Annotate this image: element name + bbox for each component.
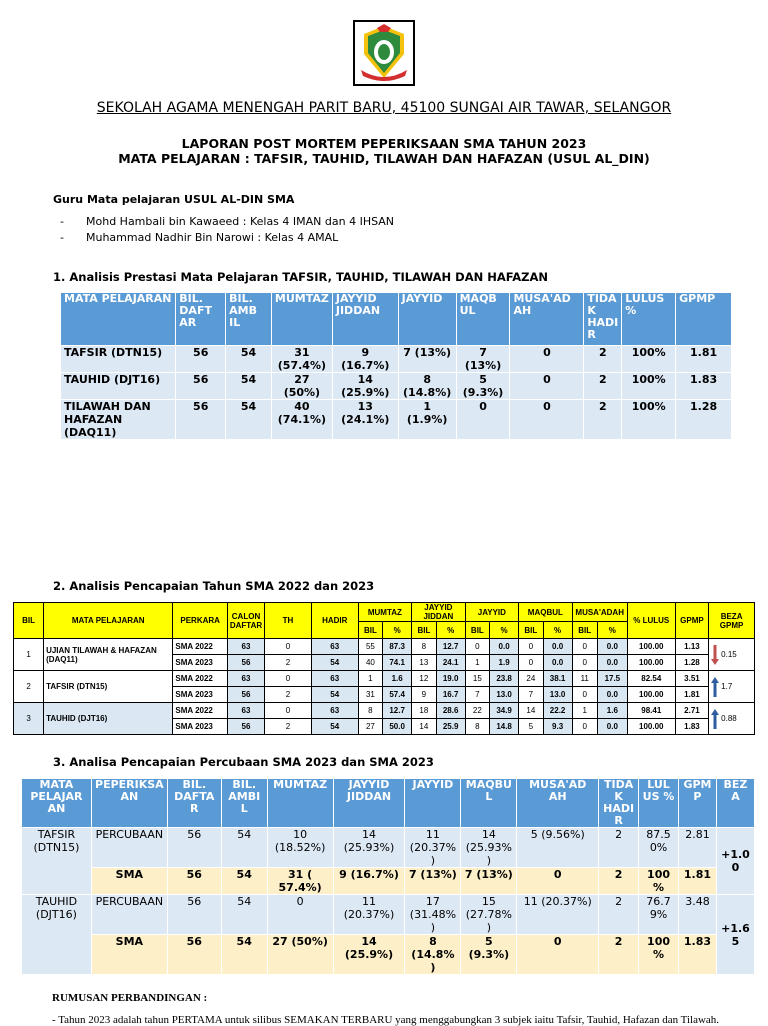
beza-value: 0.88 [721, 713, 737, 723]
table-cell: 9.3 [543, 719, 572, 735]
table-cell: 23.8 [490, 671, 519, 687]
table-cell: 74.1 [383, 655, 412, 671]
table-cell: 1 (1.9%) [398, 400, 456, 440]
table-cell: 100.00 [627, 687, 675, 703]
col-jayyid-jiddan: JAYYID JIDDAN [412, 603, 465, 622]
table-cell: 11 [572, 671, 597, 687]
table-cell: 12 [412, 671, 437, 687]
table-cell: 63 [311, 703, 358, 719]
table-cell: 0.0 [597, 687, 627, 703]
table-cell: 31 ( 57.4%) [267, 868, 333, 895]
table-cell: 1 [358, 671, 383, 687]
table-cell: 13.0 [543, 687, 572, 703]
table-cell: 54 [226, 346, 272, 373]
table-cell: 3.51 [675, 671, 708, 687]
table-cell: 15 (27.78% ) [461, 895, 517, 935]
t3-header: TIDA K HADI R [599, 779, 639, 828]
col-mata-pelajaran: MATA PELAJARAN [44, 603, 173, 639]
t1-header: MAQB UL [456, 293, 510, 346]
table-cell: 40 [358, 655, 383, 671]
rumusan-heading: RUMUSAN PERBANDINGAN : [52, 992, 208, 1004]
t3-header: MAQBU L [461, 779, 517, 828]
col-beza-gpmp: BEZA GPMP [709, 603, 755, 639]
subject-name: TAFSIR (DTN15) [44, 671, 173, 703]
table-cell: 100 % [639, 868, 679, 895]
table-cell: 5 (9.56%) [517, 828, 599, 868]
table-cell: 56 [176, 373, 226, 400]
table-cell: 2.71 [675, 703, 708, 719]
table-cell: SMA [91, 935, 167, 975]
table-cell: 56 [167, 895, 221, 935]
table-cell: 2.81 [678, 828, 716, 868]
table-row [22, 935, 755, 975]
t1-header: JAYYID [398, 293, 456, 346]
subject-name: TAUHID (DJT16) [22, 895, 92, 975]
table-cell: SMA [91, 868, 167, 895]
beza-gpmp-cell [709, 639, 755, 671]
col-lulus: % LULUS [627, 603, 675, 639]
sub-col-pct: % [543, 622, 572, 639]
guru-item: - Mohd Hambali bin Kawaeed : Kelas 4 IMAN dan 4 IHSAN [60, 215, 395, 228]
table-cell: 1.28 [676, 400, 732, 440]
table-cell: 0 [510, 346, 584, 373]
table-cell: 27 (50%) [271, 373, 332, 400]
table-cell: 2 [265, 719, 312, 735]
table-cell: 0 [572, 639, 597, 655]
t3-header: LUL US % [639, 779, 679, 828]
table-cell: 76.7 9% [639, 895, 679, 935]
t1-header: GPMP [676, 293, 732, 346]
table-cell: 54 [311, 655, 358, 671]
table-cell: 22 [465, 703, 490, 719]
table-cell: 100.00 [627, 655, 675, 671]
table-cell: 12.7 [383, 703, 412, 719]
table-cell: 7 (13%) [405, 868, 461, 895]
table-cell: TAFSIR (DTN15) [61, 346, 176, 373]
col-mumtaz: MUMTAZ [358, 603, 411, 622]
table-cell: 22.2 [543, 703, 572, 719]
table-cell: TILAWAH DAN HAFAZAN (DAQ11) [61, 400, 176, 440]
table-cell: 38.1 [543, 671, 572, 687]
table-cell: 100% [622, 373, 676, 400]
table-cell: 0 [519, 639, 544, 655]
table-cell: 56 [227, 655, 264, 671]
table-cell: 31 (57.4%) [271, 346, 332, 373]
table-cell: 5 (9.3%) [456, 373, 510, 400]
table-cell: 56 [227, 719, 264, 735]
table-cell: 2 [584, 346, 622, 373]
sub-col-bil: BIL [412, 622, 437, 639]
table-cell: 28.6 [436, 703, 465, 719]
col-jayyid: JAYYID [465, 603, 518, 622]
beza-gpmp-cell [709, 671, 755, 703]
table-cell: 55 [358, 639, 383, 655]
table-cell: 14 (25.93%) [333, 828, 405, 868]
table-cell: 0 [510, 373, 584, 400]
table-cell: 27 [358, 719, 383, 735]
beza-value: 0.15 [721, 649, 737, 659]
t3-header: BIL. AMBI L [221, 779, 267, 828]
table-cell: 54 [221, 868, 267, 895]
table-cell: SMA 2023 [173, 687, 228, 703]
table-row [22, 868, 755, 895]
table-cell: 56 [227, 687, 264, 703]
table-cell: SMA 2023 [173, 655, 228, 671]
table-cell: 8 [358, 703, 383, 719]
table-cell: TAUHID (DJT16) [61, 373, 176, 400]
beza-cell: +1.6 5 [716, 895, 754, 975]
table-cell: 18 [412, 703, 437, 719]
t1-header: TIDA K HADI R [584, 293, 622, 346]
t1-header: MUSA'AD AH [510, 293, 584, 346]
table-cell: 0 [572, 687, 597, 703]
table-cell: 24.1 [436, 655, 465, 671]
table-cell: 1 [572, 703, 597, 719]
col-th: TH [265, 603, 312, 639]
table-cell: 2 [599, 935, 639, 975]
table-cell: 2 [265, 655, 312, 671]
t1-header: MATA PELAJARAN [61, 293, 176, 346]
table-row [22, 895, 755, 935]
subject-name: TAUHID (DJT16) [44, 703, 173, 735]
table-cell: 8 [412, 639, 437, 655]
table-cell: 13 [412, 655, 437, 671]
section-3-heading: 3. Analisa Pencapaian Percubaan SMA 2023 dan SMA 2023 [53, 755, 434, 769]
table-cell: 24 [519, 671, 544, 687]
table-cell: 0 [517, 935, 599, 975]
beza-cell: +1.0 0 [716, 828, 754, 895]
table-cell: 56 [167, 935, 221, 975]
table-cell: 16.7 [436, 687, 465, 703]
table-cell: 1.81 [676, 346, 732, 373]
guru-list [60, 214, 394, 246]
table-row [61, 346, 732, 373]
t3-header: GPM P [678, 779, 716, 828]
sub-col-pct: % [597, 622, 627, 639]
table-cell: 12.7 [436, 639, 465, 655]
t3-header: MUMTAZ [267, 779, 333, 828]
table-cell: 8 (14.8%) [398, 373, 456, 400]
table-cell: 0 [517, 868, 599, 895]
table-cell: 100% [622, 346, 676, 373]
table-cell: 13 (24.1%) [332, 400, 398, 440]
table-row [14, 671, 755, 687]
table-cell: 54 [311, 719, 358, 735]
table-cell: 50.0 [383, 719, 412, 735]
t3-header: MATA PELAJAR AN [22, 779, 92, 828]
table-cell: 0.0 [597, 639, 627, 655]
table-cell: 63 [227, 671, 264, 687]
table-cell: 1.81 [678, 868, 716, 895]
table-cell: PERCUBAAN [91, 828, 167, 868]
table-cell: 7 (13%) [456, 346, 510, 373]
table-cell: 27 (50%) [267, 935, 333, 975]
table-cell: 2 [584, 373, 622, 400]
section-2-heading: 2. Analisis Pencapaian Tahun SMA 2022 dan 2023 [53, 579, 375, 593]
rumusan-note: - Tahun 2023 adalah tahun PERTAMA untuk silibus SEMAKAN TERBARU yang menggabungkan 3 subjek iaitu Tafsir, Tauhid, Hafazan dan Tilawah. [52, 1014, 720, 1026]
table-cell: 9 (16.7%) [333, 868, 405, 895]
table-row [14, 639, 755, 655]
t3-header: JAYYID JIDDAN [333, 779, 405, 828]
table-cell: 0 [267, 895, 333, 935]
sub-col-bil: BIL [572, 622, 597, 639]
table-cell: 2 [584, 400, 622, 440]
guru-heading: Guru Mata pelajaran USUL AL-DIN SMA [53, 193, 295, 206]
table-cell: 2 [599, 895, 639, 935]
table-cell: 14 (25.93% ) [461, 828, 517, 868]
trial-vs-sma-table [21, 778, 755, 975]
table-cell: 0 [519, 655, 544, 671]
t3-header: PEPERIKSA AN [91, 779, 167, 828]
table-cell: 63 [227, 639, 264, 655]
table-cell: 8 (14.8% ) [405, 935, 461, 975]
table-cell: 100% [622, 400, 676, 440]
t1-header: MUMTAZ [271, 293, 332, 346]
table-row [14, 703, 755, 719]
table-cell: 15 [465, 671, 490, 687]
table-cell: 56 [176, 346, 226, 373]
report-title-line-1: LAPORAN POST MORTEM PEPERIKSAAN SMA TAHUN 2023 [181, 136, 587, 151]
table-cell: 25.9 [436, 719, 465, 735]
table-row [61, 400, 732, 440]
table-cell: 0 [572, 719, 597, 735]
table-cell: 7 (13%) [461, 868, 517, 895]
col-musaadah: MUSA'ADAH [572, 603, 627, 622]
table-cell: 0 [265, 703, 312, 719]
guru-item: - Muhammad Nadhir Bin Narowi : Kelas 4 AMAL [60, 231, 339, 244]
arrow-up-icon [711, 677, 719, 697]
table-cell: 1.6 [383, 671, 412, 687]
table-cell: 100.00 [627, 639, 675, 655]
sub-col-pct: % [383, 622, 412, 639]
table-cell: 2 [265, 687, 312, 703]
beza-value: 1.7 [721, 681, 733, 691]
subject-name: UJIAN TILAWAH & HAFAZAN (DAQ11) [44, 639, 173, 671]
table-cell: 11 (20.37% ) [405, 828, 461, 868]
table-cell: 54 [311, 687, 358, 703]
table-cell: 11 (20.37%) [517, 895, 599, 935]
table-cell: 54 [226, 373, 272, 400]
table-cell: 11 (20.37%) [333, 895, 405, 935]
table-cell: 14 [412, 719, 437, 735]
table-row [22, 828, 755, 868]
table-cell: 17 (31.48% ) [405, 895, 461, 935]
table-cell: 14 [519, 703, 544, 719]
table-cell: SMA 2022 [173, 639, 228, 655]
arrow-down-icon [711, 645, 719, 665]
t3-header: MUSA'AD AH [517, 779, 599, 828]
table-cell: 0 [265, 639, 312, 655]
table-cell: 54 [226, 400, 272, 440]
table-cell: 98.41 [627, 703, 675, 719]
table-cell: 13.0 [490, 687, 519, 703]
table-cell: 31 [358, 687, 383, 703]
table-cell: 7 [519, 687, 544, 703]
table-cell: 63 [227, 703, 264, 719]
table-cell: PERCUBAAN [91, 895, 167, 935]
col-calon-daftar: CALON DAFTAR [227, 603, 264, 639]
col-perkara: PERKARA [173, 603, 228, 639]
col-gpmp: GPMP [675, 603, 708, 639]
col-bil: BIL [14, 603, 44, 639]
t3-header: BIL. DAFTA R [167, 779, 221, 828]
table-cell: 1.28 [675, 655, 708, 671]
table-cell: 0 [265, 671, 312, 687]
table-cell: 3.48 [678, 895, 716, 935]
table-cell: 1.83 [676, 373, 732, 400]
table-cell: 1.6 [597, 703, 627, 719]
report-title-line-2: MATA PELAJARAN : TAFSIR, TAUHID, TILAWAH DAN HAFAZAN (USUL AL_DIN) [118, 151, 650, 166]
sub-col-bil: BIL [465, 622, 490, 639]
table-cell: 17.5 [597, 671, 627, 687]
table-cell: 14 (25.9%) [333, 935, 405, 975]
table-cell: SMA 2023 [173, 719, 228, 735]
table-cell: 9 [412, 687, 437, 703]
table-cell: 5 (9.3%) [461, 935, 517, 975]
table-cell: 8 [465, 719, 490, 735]
table-cell: 63 [311, 639, 358, 655]
table-cell: 0 [572, 655, 597, 671]
table-cell: 2 [599, 828, 639, 868]
t1-header: LULUS % [622, 293, 676, 346]
sub-col-bil: BIL [358, 622, 383, 639]
sub-col-pct: % [436, 622, 465, 639]
table-row [61, 373, 732, 400]
table-cell: 14 (25.9%) [332, 373, 398, 400]
table-cell: 10 (18.52%) [267, 828, 333, 868]
table-cell: 0 [456, 400, 510, 440]
table-cell: 56 [167, 868, 221, 895]
table-cell: 100 % [639, 935, 679, 975]
table-cell: 0.0 [597, 719, 627, 735]
table-cell: 1.81 [675, 687, 708, 703]
table-cell: 54 [221, 895, 267, 935]
table-cell: SMA 2022 [173, 703, 228, 719]
table-cell: 7 [465, 687, 490, 703]
school-name: SEKOLAH AGAMA MENENGAH PARIT BARU, 45100 SUNGAI AIR TAWAR, SELANGOR [96, 100, 672, 116]
table-cell: 5 [519, 719, 544, 735]
beza-gpmp-cell [709, 703, 755, 735]
table-cell: 1 [465, 655, 490, 671]
table-cell: 9 (16.7%) [332, 346, 398, 373]
t1-header: JAYYID JIDDAN [332, 293, 398, 346]
col-maqbul: MAQBUL [519, 603, 572, 622]
row-number: 1 [14, 639, 44, 671]
sub-col-bil: BIL [519, 622, 544, 639]
table-cell: 82.54 [627, 671, 675, 687]
t3-header: JAYYID [405, 779, 461, 828]
table-cell: 34.9 [490, 703, 519, 719]
table-cell: 1.83 [678, 935, 716, 975]
comparison-table-2022-2023 [13, 602, 755, 735]
school-logo [353, 20, 415, 86]
table-cell: 87.3 [383, 639, 412, 655]
table-cell: 87.5 0% [639, 828, 679, 868]
performance-table [60, 292, 732, 440]
t1-header: BIL. AMB IL [226, 293, 272, 346]
table-cell: 1.83 [675, 719, 708, 735]
table-cell: 100.00 [627, 719, 675, 735]
table-cell: 0.0 [543, 639, 572, 655]
table-cell: 0.0 [490, 639, 519, 655]
row-number: 3 [14, 703, 44, 735]
t3-header: BEZ A [716, 779, 754, 828]
table-cell: 54 [221, 828, 267, 868]
table-cell: 1.9 [490, 655, 519, 671]
table-cell: 0 [465, 639, 490, 655]
table-cell: 19.0 [436, 671, 465, 687]
table-cell: 56 [176, 400, 226, 440]
col-hadir: HADIR [311, 603, 358, 639]
table-cell: 54 [221, 935, 267, 975]
table-cell: 40 (74.1%) [271, 400, 332, 440]
t1-header: BIL. DAFT AR [176, 293, 226, 346]
table-cell: 0.0 [543, 655, 572, 671]
table-cell: 1.13 [675, 639, 708, 655]
report-title [0, 136, 768, 166]
table-cell: 56 [167, 828, 221, 868]
table-cell: 63 [311, 671, 358, 687]
table-cell: 7 (13%) [398, 346, 456, 373]
table-cell: 2 [599, 868, 639, 895]
table-cell: 57.4 [383, 687, 412, 703]
table-cell: SMA 2022 [173, 671, 228, 687]
sub-col-pct: % [490, 622, 519, 639]
row-number: 2 [14, 671, 44, 703]
section-1-heading: 1. Analisis Prestasi Mata Pelajaran TAFSIR, TAUHID, TILAWAH DAN HAFAZAN [53, 270, 549, 284]
subject-name: TAFSIR (DTN15) [22, 828, 92, 895]
table-cell: 0.0 [597, 655, 627, 671]
arrow-up-icon [711, 709, 719, 729]
table-cell: 14.8 [490, 719, 519, 735]
table-cell: 0 [510, 400, 584, 440]
